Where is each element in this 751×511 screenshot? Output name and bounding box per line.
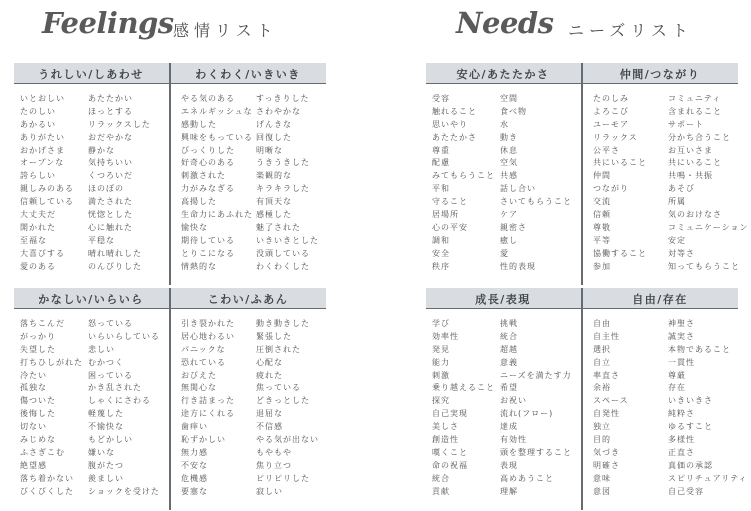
- list-item: ケア: [500, 210, 518, 220]
- section-header-left: 安心/あたたかさ: [456, 68, 550, 81]
- section-header-left: かなしい/いらいら: [38, 293, 144, 306]
- list-item: 挑戦: [500, 319, 518, 328]
- list-item: スペース: [593, 396, 629, 406]
- list-item: 嫌いな: [88, 447, 115, 457]
- list-item: 恐れている: [181, 357, 226, 367]
- list-item: 居心地わるい: [181, 331, 235, 341]
- list-item: よろこび: [593, 106, 629, 116]
- list-item: 誠実さ: [668, 331, 695, 341]
- list-item: ほっとする: [88, 106, 133, 116]
- list-item: 緊張した: [256, 331, 292, 341]
- list-item: 圧倒された: [256, 344, 301, 354]
- list-item: 楽観的な: [256, 171, 292, 181]
- column-divider: [169, 63, 171, 285]
- word-column: [500, 318, 572, 498]
- needs-title: Needs: [456, 6, 554, 40]
- list-item: ありがたい: [20, 132, 65, 142]
- list-item: お祝い: [500, 396, 527, 406]
- list-item: 高めあうこと: [500, 473, 554, 483]
- list-item: リラックス: [593, 132, 638, 142]
- list-item: 焦っている: [256, 383, 301, 393]
- word-column: [432, 318, 495, 498]
- list-item: 孤独な: [20, 383, 47, 393]
- list-item: 自主性: [593, 331, 620, 341]
- list-item: もどかしい: [88, 435, 133, 445]
- list-item: 刺激: [432, 370, 450, 380]
- list-item: 触れること: [432, 106, 477, 116]
- list-item: ピリピリした: [256, 473, 310, 483]
- needs-panel: [426, 0, 749, 511]
- list-item: 独立: [593, 422, 611, 432]
- list-item: 協働すること: [593, 248, 647, 258]
- column-divider: [169, 288, 171, 510]
- list-item: 軽蔑した: [88, 409, 124, 419]
- list-item: 達成: [500, 422, 518, 432]
- list-item: いらいらしている: [88, 331, 160, 341]
- list-item: あそび: [668, 184, 695, 194]
- list-item: パニックな: [181, 344, 226, 354]
- list-item: 開かれた: [20, 222, 56, 232]
- list-item: 癒し: [500, 235, 518, 245]
- list-item: サポート: [668, 119, 704, 129]
- list-item: 愛: [500, 248, 509, 258]
- list-item: 共鳴・共振: [668, 171, 713, 181]
- list-item: 寂しい: [256, 486, 283, 496]
- list-item: 無関心な: [181, 383, 217, 393]
- list-item: うきうきした: [256, 158, 310, 168]
- list-item: 美しさ: [432, 422, 459, 432]
- list-item: 気のおけなさ: [668, 210, 722, 220]
- word-column: [20, 93, 74, 273]
- list-item: 自己受容: [668, 486, 704, 496]
- feelings-title: Feelings: [42, 6, 174, 40]
- list-item: 自由: [593, 319, 611, 328]
- list-item: 恍惚とした: [88, 210, 133, 220]
- list-item: 信頼: [593, 210, 611, 220]
- list-item: 純粋さ: [668, 409, 695, 419]
- list-item: 参加: [593, 261, 611, 271]
- list-item: 意味: [593, 473, 611, 483]
- list-item: どきっとした: [256, 396, 310, 406]
- list-item: しゃくにさわる: [88, 396, 151, 406]
- list-item: 率直さ: [593, 370, 620, 380]
- list-item: 歯痒い: [181, 422, 208, 432]
- list-item: 明晰な: [256, 145, 283, 155]
- list-item: 心の平安: [432, 222, 468, 232]
- word-column: [668, 318, 747, 498]
- list-item: ほのぼの: [88, 184, 124, 194]
- list-item: 失望した: [20, 344, 56, 354]
- list-item: 要塞な: [181, 486, 208, 496]
- list-item: 不信感: [256, 422, 283, 432]
- list-item: 親しみのある: [20, 184, 74, 194]
- list-item: 学び: [432, 319, 450, 328]
- list-item: 打ちひしがれた: [20, 357, 83, 367]
- list-item: 守ること: [432, 197, 468, 207]
- list-item: 超越: [500, 344, 518, 354]
- list-item: 恥ずかしい: [181, 435, 226, 445]
- list-item: 休息: [500, 145, 518, 155]
- list-item: 能力: [432, 357, 450, 367]
- list-item: おだやかな: [88, 132, 133, 142]
- list-item: 表現: [500, 460, 518, 470]
- list-item: いとおしい: [20, 94, 65, 103]
- list-item: 目的: [593, 435, 611, 445]
- list-item: 水: [500, 119, 509, 129]
- list-item: 安全: [432, 248, 450, 258]
- list-item: 対等さ: [668, 248, 695, 258]
- list-item: 高揚した: [181, 197, 217, 207]
- word-column: [88, 93, 151, 273]
- list-item: さいてもらうこと: [500, 197, 572, 207]
- list-item: 共感: [500, 171, 518, 181]
- list-item: たのしみ: [593, 94, 629, 103]
- list-item: 退屈な: [256, 409, 283, 419]
- list-item: 静かな: [88, 145, 115, 155]
- list-item: ユーモア: [593, 119, 629, 129]
- list-item: 自立: [593, 357, 611, 367]
- list-item: いきいきとした: [256, 235, 319, 245]
- list-item: 大喜びする: [20, 248, 65, 258]
- list-item: 意義: [500, 357, 518, 367]
- list-item: くつろいだ: [88, 171, 133, 181]
- list-item: かき乱された: [88, 383, 142, 393]
- list-item: エネルギッシュな: [181, 106, 253, 116]
- list-item: みてもらうこと: [432, 171, 495, 181]
- list-item: 頭を整理すること: [500, 447, 572, 457]
- feelings-section-positive: [14, 63, 326, 285]
- list-item: とりこになる: [181, 248, 235, 258]
- list-item: 尊重: [432, 145, 450, 155]
- list-item: キラキラした: [256, 184, 310, 194]
- needs-subtitle: ニーズリスト: [568, 21, 693, 40]
- list-item: 不愉快な: [88, 422, 124, 432]
- list-item: 正直さ: [668, 447, 695, 457]
- list-item: 空気: [500, 158, 518, 168]
- word-column: [593, 93, 647, 273]
- list-item: すっきりした: [256, 94, 310, 103]
- list-item: リラックスした: [88, 119, 151, 129]
- list-item: 有頂天な: [256, 197, 292, 207]
- list-item: 没頭している: [256, 248, 310, 258]
- needs-section-growth-freedom: [426, 288, 748, 510]
- list-item: 羨ましい: [88, 473, 124, 483]
- list-item: 一貫性: [668, 357, 695, 367]
- needs-title-row: [426, 6, 738, 52]
- feelings-section-negative: [14, 288, 326, 510]
- word-column: [88, 318, 160, 498]
- list-item: 平等: [593, 235, 611, 245]
- list-item: 感極した: [256, 210, 292, 220]
- column-divider: [581, 288, 583, 510]
- list-item: 命の祝福: [432, 460, 468, 470]
- list-item: 動き動きした: [256, 319, 310, 328]
- list-item: 明確さ: [593, 460, 620, 470]
- list-item: 性的表現: [500, 261, 536, 271]
- word-column: [20, 318, 83, 498]
- list-item: 晴れ晴れした: [88, 248, 142, 258]
- list-item: 平穏な: [88, 235, 115, 245]
- list-item: ゆるすこと: [668, 422, 713, 432]
- list-item: 空間: [500, 94, 518, 103]
- section-header-left: うれしい/しあわせ: [38, 68, 144, 81]
- list-item: 満たされた: [88, 197, 133, 207]
- list-item: 配慮: [432, 158, 450, 168]
- list-item: ニーズを満たす力: [500, 370, 572, 380]
- list-item: 困っている: [88, 370, 133, 380]
- list-item: コミュニケーション: [668, 222, 749, 232]
- list-item: 存在: [668, 383, 686, 393]
- list-item: おびえた: [181, 370, 217, 380]
- list-item: びくびくした: [20, 486, 74, 496]
- word-column: [500, 93, 572, 273]
- list-item: 理解: [500, 486, 518, 496]
- list-item: 探究: [432, 396, 450, 406]
- list-item: 自発性: [593, 409, 620, 419]
- list-item: 意図: [593, 486, 611, 496]
- section-header-right: 仲間/つながり: [619, 68, 701, 81]
- list-item: 公平さ: [593, 145, 620, 155]
- list-item: 尊厳: [668, 370, 686, 380]
- list-item: 効率性: [432, 331, 459, 341]
- word-column: [593, 318, 629, 498]
- column-divider: [581, 63, 583, 285]
- list-item: 絶望感: [20, 460, 47, 470]
- feelings-title-row: [14, 6, 326, 52]
- list-item: 本物であること: [668, 344, 731, 354]
- list-item: 分かち合うこと: [668, 132, 731, 142]
- list-item: 疲れた: [256, 370, 283, 380]
- list-item: 統合: [500, 331, 518, 341]
- list-item: 期待している: [181, 235, 235, 245]
- list-item: つながり: [593, 184, 629, 194]
- list-item: やる気が出ない: [256, 435, 319, 445]
- list-item: 落ちこんだ: [20, 319, 65, 328]
- list-item: 秩序: [432, 261, 450, 271]
- list-item: 発見: [432, 344, 450, 354]
- list-item: 心配な: [256, 357, 283, 367]
- list-item: スピリチュアリティ: [668, 473, 748, 483]
- list-item: あたたかい: [88, 94, 133, 103]
- list-item: 情熱的な: [181, 261, 217, 271]
- section-header-right: こわい/ふあん: [207, 293, 289, 306]
- list-item: 引き裂かれた: [181, 319, 235, 328]
- list-item: 流れ(フロー): [500, 409, 554, 419]
- list-item: げんきな: [256, 119, 292, 129]
- list-item: 神聖さ: [668, 319, 695, 328]
- list-item: 回復した: [256, 132, 292, 142]
- list-item: コミュニティ: [668, 94, 722, 103]
- list-item: 無力感: [181, 447, 208, 457]
- list-item: 焦り立つ: [256, 460, 292, 470]
- list-item: 感動した: [181, 119, 217, 129]
- list-item: 平和: [432, 184, 450, 194]
- needs-section-safety-connection: [426, 63, 749, 285]
- list-item: たのしい: [20, 106, 56, 116]
- list-item: 誇らしい: [20, 171, 56, 181]
- list-item: むかつく: [88, 357, 124, 367]
- list-item: やる気のある: [181, 94, 235, 103]
- word-column: [181, 318, 235, 498]
- list-item: 受容: [432, 94, 450, 103]
- word-column: [256, 93, 319, 273]
- list-item: 尊敬: [593, 222, 611, 232]
- list-item: ショックを受けた: [88, 486, 160, 496]
- list-item: 腹がたつ: [88, 460, 124, 470]
- section-header-right: わくわく/いきいき: [195, 68, 301, 81]
- list-item: 統合: [432, 473, 450, 483]
- list-item: 悲しい: [88, 344, 115, 354]
- list-item: 含まれること: [668, 106, 722, 116]
- list-item: 嘆くこと: [432, 447, 468, 457]
- list-item: 怒っている: [88, 319, 133, 328]
- list-item: のんびりした: [88, 261, 142, 271]
- list-item: 切ない: [20, 422, 47, 432]
- list-item: 気づき: [593, 447, 620, 457]
- list-item: 動き: [500, 132, 518, 142]
- list-item: 力がみなぎる: [181, 184, 235, 194]
- section-header-left: 成長/表現: [475, 293, 531, 306]
- list-item: 選択: [593, 344, 611, 354]
- list-item: 愛のある: [20, 261, 56, 271]
- list-item: みじめな: [20, 435, 56, 445]
- list-item: わくわくした: [256, 261, 310, 271]
- list-item: 調和: [432, 235, 450, 245]
- list-item: お互いさま: [668, 145, 713, 155]
- feelings-panel: [14, 0, 326, 511]
- list-item: 傷ついた: [20, 396, 56, 406]
- list-item: 多様性: [668, 435, 695, 445]
- list-item: あたたかさ: [432, 132, 477, 142]
- list-item: 思いやり: [432, 119, 468, 129]
- list-item: 不安な: [181, 460, 208, 470]
- list-item: 貢献: [432, 486, 450, 496]
- list-item: 話し合い: [500, 184, 536, 194]
- list-item: もやもや: [256, 447, 292, 457]
- word-column: [256, 318, 319, 498]
- feelings-subtitle: 感情リスト: [173, 21, 278, 40]
- list-item: 至福な: [20, 235, 47, 245]
- word-column: [181, 93, 253, 273]
- word-column: [668, 93, 749, 273]
- list-item: 後悔した: [20, 409, 56, 419]
- list-item: びっくりした: [181, 145, 235, 155]
- list-item: おかげさま: [20, 145, 65, 155]
- list-item: 真価の承認: [668, 460, 713, 470]
- list-item: 途方にくれる: [181, 409, 235, 419]
- list-item: 行き詰まった: [181, 396, 235, 406]
- list-item: 愉快な: [181, 222, 208, 232]
- word-column: [432, 93, 495, 273]
- list-item: 気持ちいい: [88, 158, 133, 168]
- list-item: 居場所: [432, 210, 459, 220]
- list-item: 共にいること: [593, 158, 647, 168]
- list-item: 生命力にあふれた: [181, 210, 253, 220]
- list-item: 興味をもっている: [181, 132, 253, 142]
- list-item: 知ってもらうこと: [668, 261, 740, 271]
- list-item: 共にいること: [668, 158, 722, 168]
- list-item: 所属: [668, 197, 686, 207]
- list-item: 創造性: [432, 435, 459, 445]
- list-item: 刺激された: [181, 171, 226, 181]
- list-item: オープンな: [20, 158, 65, 168]
- section-header-right: 自由/存在: [632, 293, 688, 306]
- list-item: 乗り越えること: [432, 383, 495, 393]
- list-item: 危機感: [181, 473, 208, 483]
- list-item: いきいきさ: [668, 396, 713, 406]
- list-item: 交流: [593, 197, 611, 207]
- list-item: あかるい: [20, 119, 56, 129]
- list-item: 親密さ: [500, 222, 527, 232]
- list-item: 冷たい: [20, 370, 47, 380]
- list-item: 余裕: [593, 383, 611, 393]
- list-item: 好奇心のある: [181, 158, 235, 168]
- list-item: 安定: [668, 235, 686, 245]
- list-item: さわやかな: [256, 106, 301, 116]
- list-item: ふさぎこむ: [20, 447, 65, 457]
- list-item: 大丈夫だ: [20, 210, 56, 220]
- list-item: 信頼している: [20, 197, 74, 207]
- list-item: 有効性: [500, 435, 527, 445]
- list-item: 心に触れた: [88, 222, 133, 232]
- list-item: 希望: [500, 383, 518, 393]
- list-item: 食べ物: [500, 106, 527, 116]
- list-item: 魅了された: [256, 222, 301, 232]
- list-item: 仲間: [593, 171, 611, 181]
- list-item: 落ち着かない: [20, 473, 74, 483]
- list-item: がっかり: [20, 331, 56, 341]
- list-item: 自己実現: [432, 409, 468, 419]
